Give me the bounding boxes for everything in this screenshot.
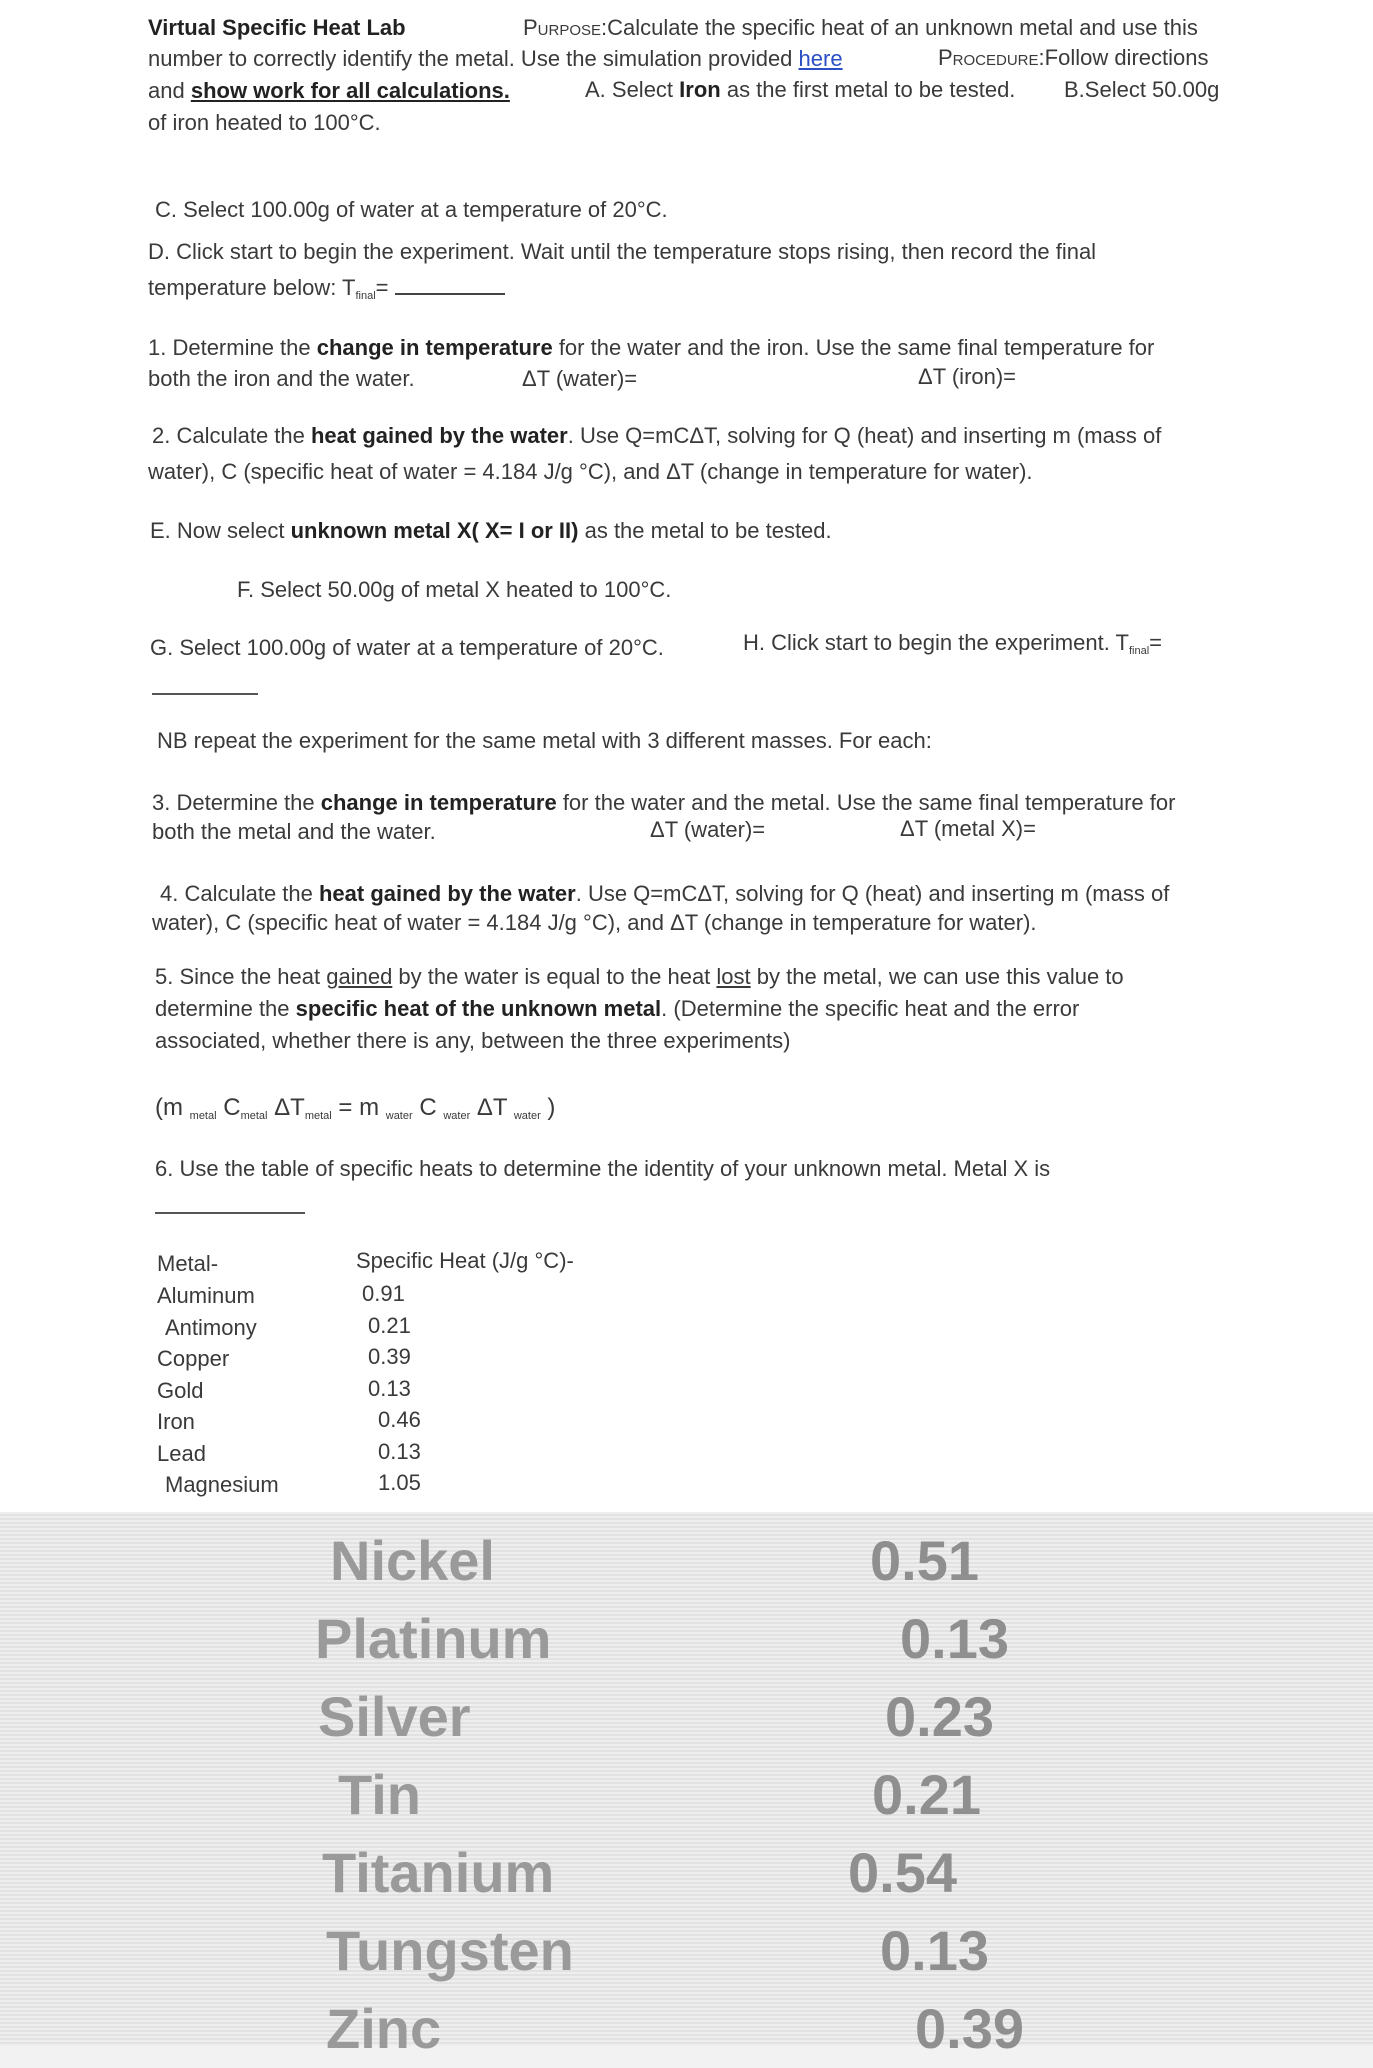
step-h: [743, 629, 1162, 665]
q5-post: by the metal, we can use this value to: [750, 964, 1124, 989]
table-row-heat: 0.46: [378, 1407, 421, 1432]
table-row-heat: 0.54: [848, 1841, 957, 1904]
q4-post: . Use Q=mCΔT, solving for Q (heat) and inserting m (mass of: [575, 881, 1170, 906]
step-a-post: as the first metal to be tested.: [720, 77, 1016, 102]
table-row-heat: 0.51: [870, 1529, 979, 1592]
formula-dt-water: ΔT: [470, 1094, 514, 1121]
formula-c-metal: C: [216, 1094, 241, 1121]
step-h-pre: H. Click start to begin the experiment. T: [743, 630, 1129, 655]
formula-dt-metal: ΔT: [267, 1094, 305, 1121]
step-c: C. Select 100.00g of water at a temperature of 20°C.: [155, 197, 668, 222]
step-e-post: as the metal to be tested.: [578, 518, 832, 543]
table-row-heat: 0.13: [900, 1607, 1009, 1670]
formula-c-water: C: [412, 1094, 444, 1121]
formula-equals: = m: [331, 1094, 386, 1121]
question-5-line-3: associated, whether there is any, between the three experiments): [155, 1028, 791, 1053]
q5-line-2-pre: determine the: [155, 996, 296, 1021]
step-e: [150, 517, 832, 545]
question-3-line-2: both the metal and the water.: [152, 819, 436, 844]
formula-open: (m: [155, 1094, 190, 1121]
step-e-pre: E. Now select: [150, 518, 291, 543]
q5-line-2-post: . (Determine the specific heat and the error: [661, 996, 1080, 1021]
q3-delta-t-metal: ΔT (metal X)=: [900, 816, 1036, 841]
q1-delta-t-water: ΔT (water)=: [522, 366, 638, 391]
table-row-metal: Tungsten: [326, 1919, 574, 1982]
small-table-metals: [157, 1280, 279, 1501]
q3-post: for the water and the metal. Use the same final temperature for: [556, 790, 1176, 815]
formula-sub-metal-m: metal: [189, 1110, 217, 1122]
q1-bold: change in temperature: [316, 335, 553, 360]
table-row-metal: Aluminum: [157, 1283, 255, 1308]
q1-post: for the water and the iron. Use the same final temperature for: [552, 335, 1155, 360]
question-2-line-2: water), C (specific heat of water = 4.184 J/g °C), and ΔT (change in temperature for water).: [148, 459, 1033, 484]
heat-balance-formula: [155, 1094, 555, 1130]
formula-sub-water-dt: water: [513, 1110, 541, 1122]
step-f: F. Select 50.00g of metal X heated to 100°C.: [237, 577, 672, 602]
table-row-metal: Copper: [157, 1346, 230, 1371]
purpose-label: Purpose:: [523, 15, 608, 40]
q4-pre: 4. Calculate the: [160, 881, 319, 906]
table-row-metal: Antimony: [165, 1314, 257, 1340]
q2-post: . Use Q=mCΔT, solving for Q (heat) and inserting m (mass of: [567, 423, 1162, 448]
question-5-line-1: [155, 963, 1124, 991]
procedure-text: Follow directions: [1044, 45, 1209, 70]
header-line-1: [148, 14, 406, 42]
tfinal-subscript: final: [355, 290, 376, 302]
table-row-heat: 0.91: [362, 1281, 405, 1306]
q3-bold: change in temperature: [320, 790, 557, 815]
q5-mid: by the water is equal to the heat: [392, 964, 717, 989]
step-h-subscript: final: [1128, 645, 1150, 657]
table-row-metal: Titanium: [322, 1841, 555, 1904]
header-line-2: [148, 45, 843, 73]
table-row-metal: Lead: [157, 1440, 206, 1466]
table-row-heat: 0.21: [872, 1763, 981, 1826]
step-a-iron: Iron: [679, 77, 721, 102]
table-row-metal: Nickel: [330, 1529, 495, 1592]
nb-note: NB repeat the experiment for the same metal with 3 different masses. For each:: [157, 728, 932, 753]
q4-bold: heat gained by the water: [318, 881, 576, 906]
table-row-heat: 0.13: [368, 1375, 411, 1401]
q5-gained: gained: [326, 964, 393, 989]
table-header-metal: Metal-: [157, 1251, 219, 1276]
step-g: G. Select 100.00g of water at a temperature of 20°C.: [150, 635, 664, 660]
purpose-text: Calculate the specific heat of an unknown metal and use this: [607, 15, 1198, 40]
q2-pre: 2. Calculate the: [152, 423, 311, 448]
table-row-heat: 0.21: [368, 1312, 411, 1338]
table-row-metal: Magnesium: [165, 1472, 279, 1497]
question-3-line-1: [152, 789, 1175, 817]
tfinal-label: temperature below: T: [148, 275, 356, 300]
table-row-heat: 0.39: [915, 1997, 1024, 2060]
lab-title: Virtual Specific Heat Lab: [148, 15, 406, 40]
q5-pre: 5. Since the heat: [155, 964, 327, 989]
question-2-line-1: [152, 422, 1161, 450]
formula-sub-water-c: water: [443, 1110, 471, 1122]
q5-line-2-bold: specific heat of the unknown metal: [295, 996, 662, 1021]
step-a-pre: A. Select: [585, 77, 680, 102]
table-row-heat: 0.39: [368, 1344, 411, 1369]
header-line-4: of iron heated to 100°C.: [148, 110, 381, 135]
step-b: B.Select 50.00g: [1064, 77, 1220, 102]
header-line-2-text: number to correctly identify the metal. Use the simulation provided: [148, 46, 799, 71]
small-table-heats: [362, 1278, 421, 1499]
q5-lost: lost: [716, 964, 751, 989]
enlarged-table-section: [0, 1512, 1373, 2060]
step-a: [585, 76, 1015, 104]
header-line-3-text: and: [148, 78, 191, 103]
tfinal-equals: =: [375, 275, 395, 300]
step-d-line-1: D. Click start to begin the experiment. Wait until the temperature stops rising, then record the final: [148, 239, 1097, 264]
procedure-label: Procedure:: [938, 45, 1045, 70]
table-row-metal: Tin: [338, 1763, 421, 1826]
table-row-metal: Iron: [157, 1409, 195, 1434]
tfinal-answer-line[interactable]: [152, 693, 258, 695]
table-row-heat: 0.23: [885, 1685, 994, 1748]
table-row-heat: 1.05: [378, 1470, 421, 1495]
q3-delta-t-water: ΔT (water)=: [650, 817, 766, 842]
metal-x-answer-line[interactable]: [155, 1212, 305, 1214]
show-work-text: show work for all calculations.: [190, 78, 510, 103]
table-row-metal: Silver: [318, 1685, 471, 1748]
question-5-line-2: [155, 995, 1079, 1023]
step-e-bold: unknown metal X( X= I or II): [290, 518, 579, 543]
step-h-equals: =: [1149, 630, 1163, 655]
purpose-line: [523, 14, 1198, 42]
formula-close: ): [540, 1094, 556, 1121]
q3-pre: 3. Determine the: [152, 790, 321, 815]
q2-bold: heat gained by the water: [310, 423, 568, 448]
formula-sub-water-m: water: [385, 1110, 413, 1122]
formula-sub-metal-dt: metal: [304, 1110, 332, 1122]
question-4-line-1: [160, 880, 1169, 908]
question-6: 6. Use the table of specific heats to determine the identity of your unknown metal. Metal X is: [155, 1156, 1051, 1181]
table-row-heat: 0.13: [378, 1438, 421, 1464]
question-1-line-1: [148, 334, 1154, 362]
step-d-line-2: [148, 274, 505, 310]
table-row-heat: 0.13: [880, 1919, 989, 1982]
question-1-line-2: both the iron and the water.: [148, 366, 415, 391]
table-row-metal: Platinum: [315, 1607, 552, 1670]
table-row-metal: Gold: [157, 1377, 204, 1403]
tfinal-blank[interactable]: [395, 279, 505, 295]
procedure-line: [938, 44, 1208, 72]
table-row-metal: Zinc: [326, 1997, 442, 2060]
header-line-3: [148, 77, 510, 105]
simulation-link[interactable]: here: [798, 46, 843, 71]
question-4-line-2: water), C (specific heat of water = 4.184 J/g °C), and ΔT (change in temperature for water).: [152, 910, 1037, 935]
q1-pre: 1. Determine the: [148, 335, 317, 360]
table-header-heat: Specific Heat (J/g °C)-: [356, 1248, 574, 1273]
q1-delta-t-iron: ΔT (iron)=: [918, 364, 1017, 389]
formula-sub-metal-c: metal: [240, 1110, 268, 1122]
